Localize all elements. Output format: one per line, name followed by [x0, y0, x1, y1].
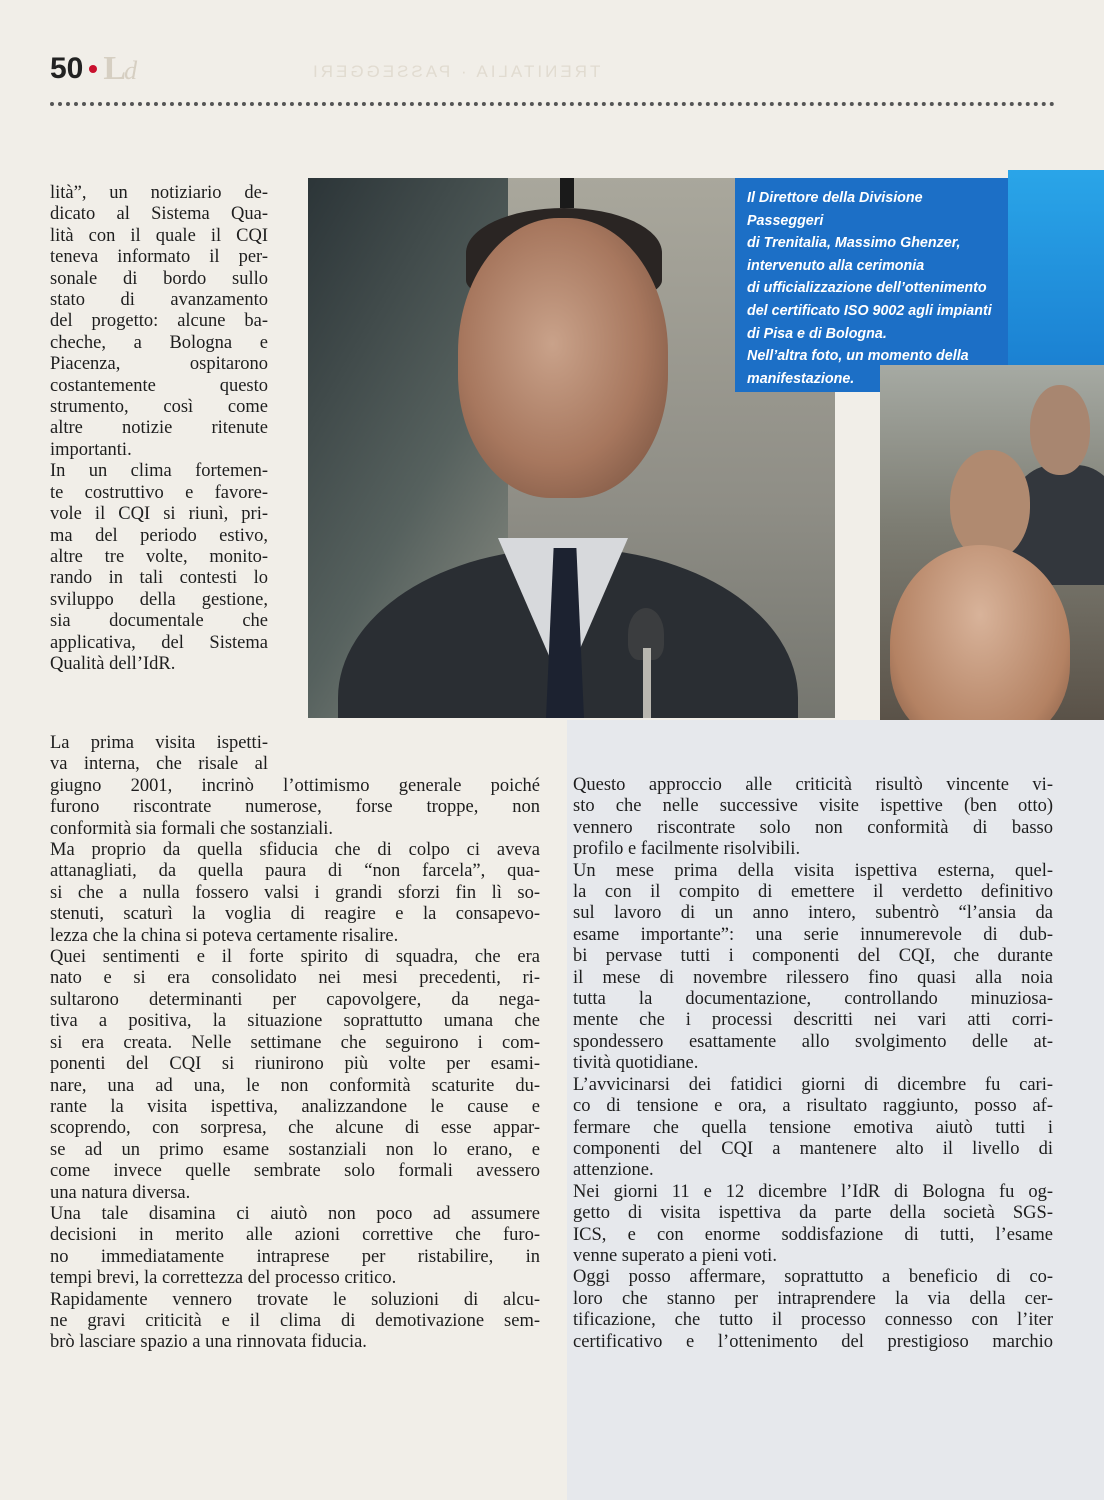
article-column-left: La prima visita ispetti- va interna, che risale al giugno 2001, incrinò l’ottimismo generale poiché furono riscontrate numerose, forse troppe, non conformità sia formali che sostanziali. Ma proprio da quella sfiducia che di colpo ci aveva attanagliati, da quella paura di “non farcela”, qua- si che a nulla fossero valsi i grandi sforzi fin lì so- stenuti, scaturì la voglia di reagire e la consapevo- lezza che la china si poteva certamente risalire. Quei sentimenti e il forte spirito di squadra, che era nato e si era consolidato nei mesi precedenti, ri- sultarono determinanti per capovolgere, da nega- tiva a positiva, la situazione soprattutto umana che si era creata. Nelle settimane che seguirono i com- ponenti del CQI si riunirono più volte per esami- nare, una ad una, le non conformità scaturite du- rante la visita ispettiva, analizzandone le cause e scoprendo, con sorpresa, che alcune di esse appar- se ad un primo esame sostanziali non lo erano, e come invece quelle sembrate solo formali avessero una natura diversa. Una tale disamina ci aiutò non poco ad assumere decisioni in merito alle azioni correttive che furo- no immediatamente intraprese per ristabilire, in tempi brevi, la correttezza del processo critico. Rapidamente vennero trovate le soluzioni di alcu- ne gravi criticità e il clima di demotivazione sem- brò lasciare spazio a una rinnovata fiducia.	[50, 733, 540, 1353]
photo-caption: Il Direttore della Divisione Passeggeri di Trenitalia, Massimo Ghenzer, intervenuto alla cerimonia di ufficializzazione dell’ottenimento del certificato ISO 9002 agli impianti di Pisa e di Bologna. Nell’altra foto, un momento della manifestazione.	[735, 178, 1008, 392]
photo-audience	[880, 365, 1104, 720]
red-bullet-icon	[89, 65, 97, 73]
page-number-text: 50	[50, 52, 84, 85]
article-column-right: Questo approccio alle criticità risultò vincente vi- sto che nelle successive visite ispettive (ben otto) vennero riscontrate solo non conformità di basso profilo e facilmente risolvibili. Un mese prima della visita ispettiva esterna, quel- la con il compito di emettere il verdetto definitivo sul lavoro di un anno intero, subentrò “l’ansia da esame importante”: una serie innumerevole di dub- bi pervase tutti i componenti del CQI, che durante il mese di novembre rilessero fino quasi alla noia tutta la documentazione, controllando minuziosa- mente che i processi descritti nei vari atti corri- spondessero esattamente allo svolgimento delle at- tività quotidiane. L’avvicinarsi dei fatidici giorni di dicembre fu cari- co di tensione e ora, a risultato raggiunto, posso af- fermare che quella tensione emotiva aiutò tutti i componenti del CQI a mantenere alto il livello di attenzione. Nei giorni 11 e 12 dicembre l’IdR di Bologna fu og- getto di visita ispettiva da parte della società SGS- ICS, e con enorme soddisfazione di tutti, l’esame venne superato a pieni voti. Oggi posso affermare, soprattutto a beneficio di co- loro che stanno per intraprendere la via della cer- tificazione, che tutto il processo connesso con l’iter certificativo e l’ottenimento del prestigioso marchio	[573, 775, 1053, 1352]
caption-accent-bar	[1008, 170, 1104, 376]
header-dotted-rule	[50, 102, 1055, 106]
show-through-header: TRENITALIA · PASSEGGERI	[310, 62, 601, 81]
article-column-narrow: lità”, un notiziario de- dicato al Sistema Qua- lità con il quale il CQI teneva informato il per- sonale di bordo sullo stato di avanzamento del progetto: alcune ba- cheche, a Bologna e Piacenza, ospitarono costantemente questo strumento, così come altre notizie ritenute importanti. In un clima fortemen- te costruttivo e favore- vole il CQI si riunì, pri- ma del periodo estivo, altre tre volte, monito- rando in tali contesti lo sviluppo della gestione, sia documentale che applicativa, del Sistema Qualità dell’IdR.	[50, 183, 268, 674]
magazine-logo: Ld	[103, 50, 136, 87]
page-number	[50, 50, 135, 88]
